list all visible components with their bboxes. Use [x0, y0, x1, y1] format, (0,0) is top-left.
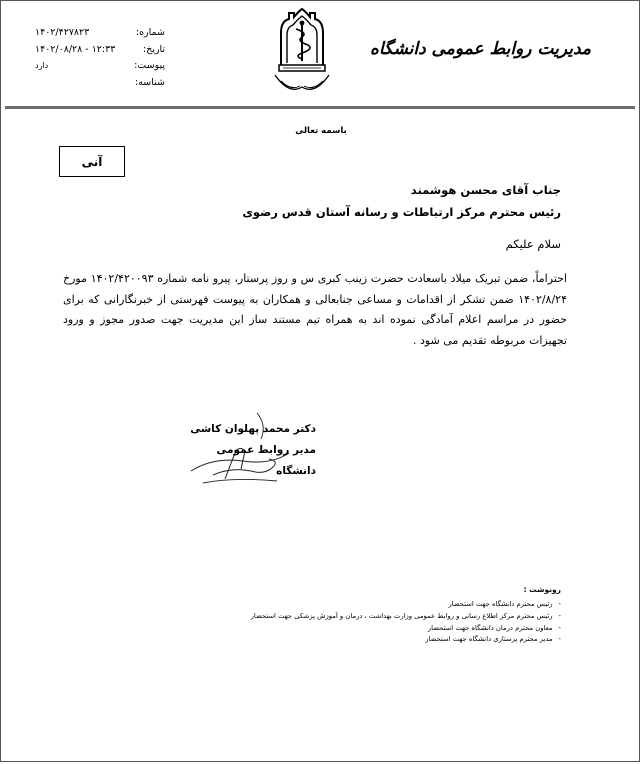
cc-item: - رئیس محترم مرکز اطلاع رسانی و روابط عمومی وزارت بهداشت ، درمان و آموزش پزشکی جهت استحضار — [251, 611, 561, 623]
letter-body: احتراماً، ضمن تبریک میلاد باسعادت حضرت زینب کبری س و روز پرستار، پیرو نامه شماره ۱۴۰۲/۴۲۰۰۹۳ مورخ ۱۴۰۲/۸/۲۴ ضمن تشکر از اقدامات و مساعی جنابعالی و همکاران به پیوست فهرستی از خبرنگارانی که برای حضور در مراسم اعلام آمادگی نموده اند به همراه تیم مستند ساز این مدیریت جهت صدور مجوز و ورود تجهیزات مربوطه تقدیم می شود . — [63, 272, 567, 347]
meta-date-value: ۱۴۰۲/۰۸/۲۸ - ۱۲:۳۳ — [35, 43, 116, 55]
signer-name: دکتر محمد پهلوان کاشی — [190, 423, 316, 435]
department-title: مدیریت روابط عمومی دانشگاه — [369, 39, 591, 59]
opening-invocation: باسمه تعالی — [295, 126, 347, 136]
signature-block — [176, 419, 316, 482]
meta-id-label: شناسه: — [135, 76, 165, 88]
cc-item: - معاون محترم درمان دانشگاه جهت استحضار — [251, 623, 561, 635]
meta-attachment-value: دارد — [35, 61, 49, 70]
recipient-name: جناب آقای محسن هوشمند — [410, 183, 561, 197]
urgency-badge: آنی — [59, 146, 125, 177]
cc-title: رونوشت : — [523, 585, 561, 594]
meta-number-label: شماره: — [135, 27, 165, 38]
recipient-title: رئیس محترم مرکز ارتباطات و رسانه آستان قدس رضوی — [242, 205, 561, 219]
meta-id-row — [35, 75, 165, 92]
cc-item: - رئیس محترم دانشگاه جهت استحضار — [251, 599, 561, 611]
meta-attachment-row — [35, 58, 165, 75]
signer-title: مدیر روابط عمومی دانشگاه — [216, 444, 316, 477]
meta-date-row — [35, 42, 165, 59]
cc-item: - مدیر محترم پرستاری دانشگاه جهت استحضار — [251, 634, 561, 646]
meta-attachment-label: پیوست: — [134, 60, 165, 71]
letter-meta — [35, 25, 165, 91]
greeting: سلام علیکم — [505, 237, 561, 251]
cc-list — [251, 599, 561, 646]
header-divider — [5, 106, 635, 109]
recipient-block — [242, 179, 561, 223]
university-logo-icon — [269, 7, 335, 99]
meta-number-value: ۱۴۰۲/۴۲۷۸۲۳ — [35, 27, 90, 38]
meta-date-label: تاریخ: — [142, 43, 165, 55]
meta-number-row — [35, 25, 165, 42]
